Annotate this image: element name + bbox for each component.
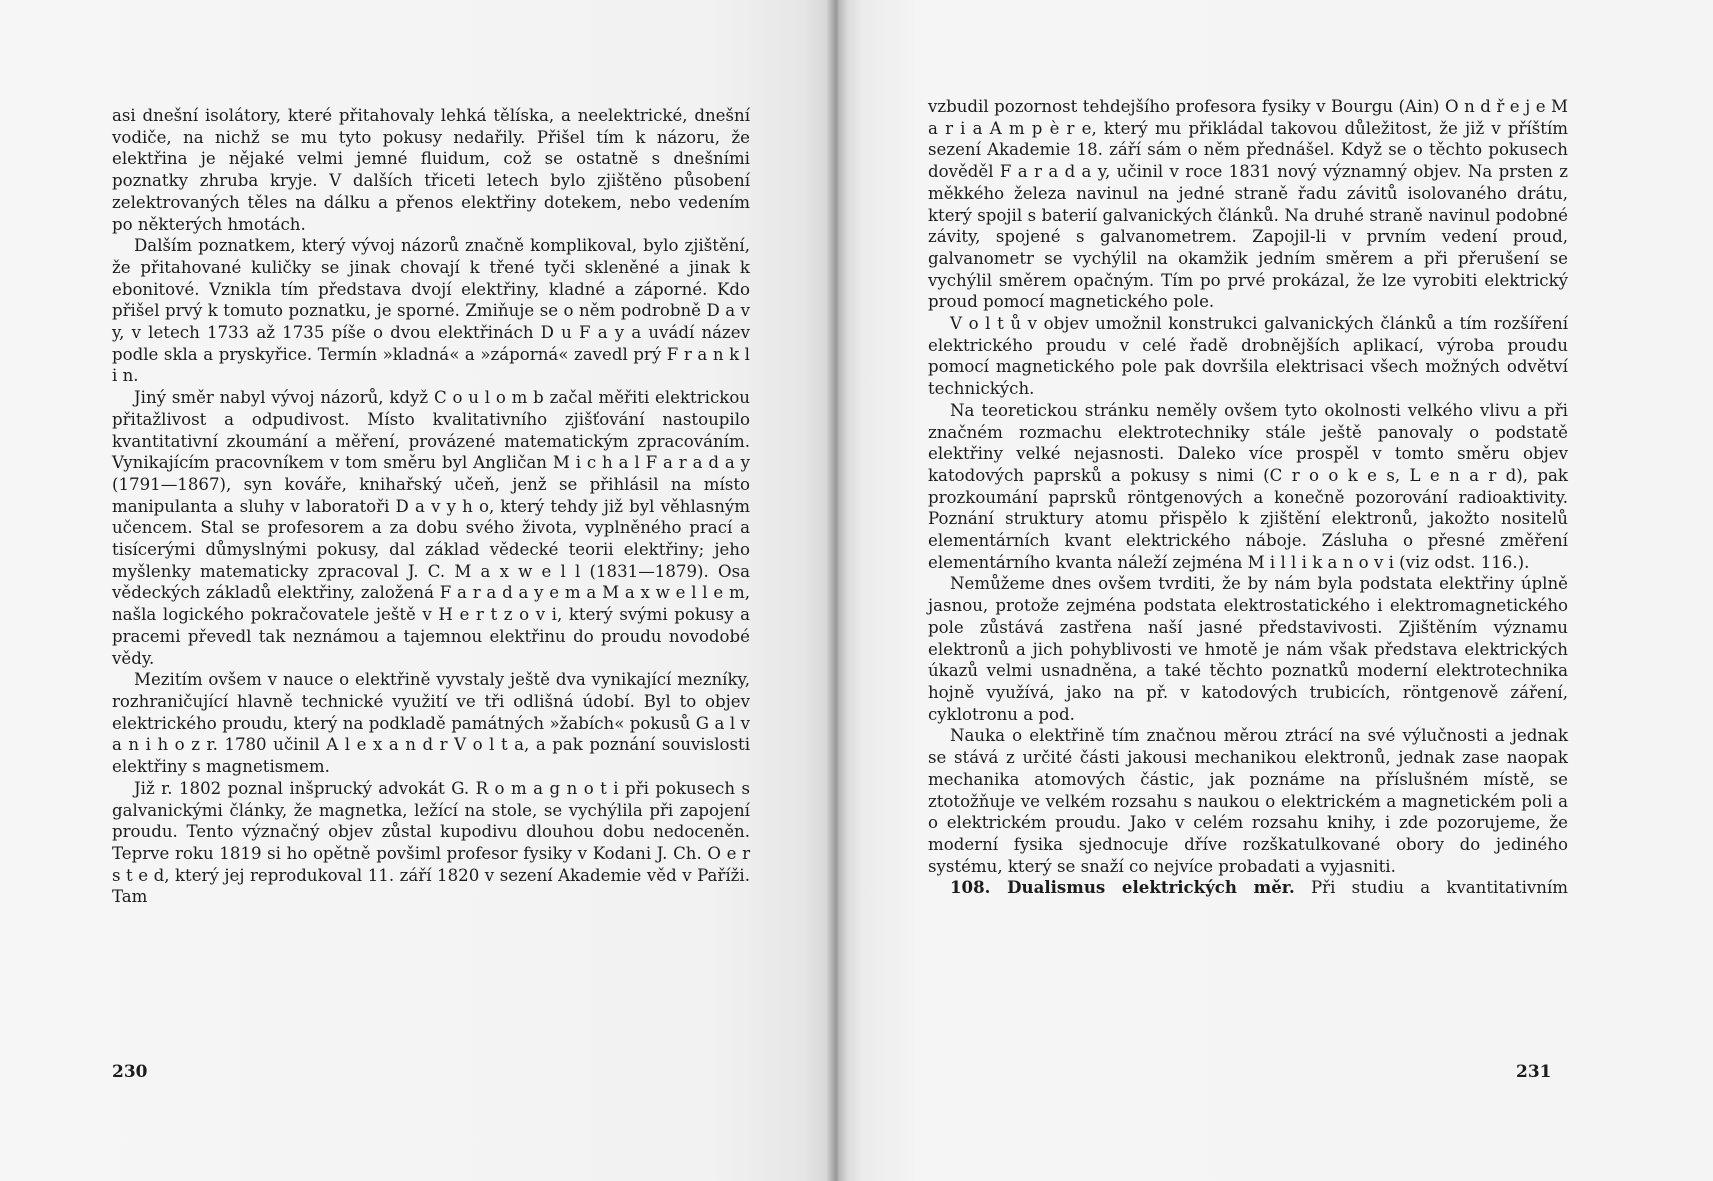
paragraph: asi dnešní isolátory, které přitahovaly lehká tělíska, a neelektrické, dnešní vodiče, na nichž se mu tyto pokusy nedařily. Přišel tím k názoru, že elektřina je nějaké velmi jemné fluidum, což se ostatně s dnešními poznatky zhruba kryje. V dalších třiceti letech bylo zjištěno působení zelektrovaných těles na dálku a přenos elektřiny dotekem, nebo vedením po některých hmotách. [112, 106, 750, 234]
left-page [0, 0, 836, 1181]
paragraph: Na teoretickou stránku neměly ovšem tyto okolnosti velkého vlivu a při značném rozmachu elektrotechniky stále ještě panovaly o podstatě elektřiny velké nejasnosti. Daleko více prospěl v tomto směru objev katodových paprsků a pokusy s nimi (C r o o k e s, L e n a r d), pak prozkoumání paprsků röntgenových a konečně pozorování radioaktivity. Poznání struktury atomu přispělo k zjištění elektronů, jakožto nositelů elementárních kvant elektrického náboje. Zásluha o přesné změření elementárního kvanta náleží zejména M i l l i k a n o v i (viz odst. 116.). [928, 400, 1568, 572]
paragraph: vzbudil pozornost tehdejšího profesora fysiky v Bourgu (Ain) O n d ř e j e M a r i a A m p è r e, který mu přikládal takovou důležitost, že již v příštím sezení Akademie 18. září sám o něm přednášel. Když se o těchto pokusech dověděl F a r a d a y, učinil v roce 1831 nový významný objev. Na prsten z měkkého železa navinul na jedné straně řadu závitů isolovaného drátu, který spojil s baterií galvanických článků. Na druhé straně navinul podobné závity, spojené s galvanometrem. Zapojil-li v prvním vedení proud, galvanometr se vychýlil na okamžik jedním směrem a při přerušení se vychýlil směrem opačným. Tím po prvé prokázal, že lze vyrobiti elektrický proud pomocí magnetického pole. [928, 97, 1568, 312]
left-page-text [112, 105, 750, 908]
section-heading: 108. Dualismus elektrických měr. [950, 877, 1295, 898]
section-start [928, 877, 1568, 899]
book-gutter [826, 0, 848, 1181]
paragraph: Nemůžeme dnes ovšem tvrditi, že by nám byla podstata elektřiny úplně jasnou, protože zejména podstata elektrostatického i elektromagnetického pole zůstává zastřena naší jasné představivosti. Zjištěním významu elektronů a jich pohyblivosti ve hmotě je nám však představa elektrických úkazů velmi usnadněna, a také těchto poznatků moderní elektrotechnika hojně využívá, jako na př. v katodových trubicích, röntgenově záření, cyklotronu a pod. [928, 574, 1568, 724]
right-page-text [928, 96, 1568, 899]
page-number: 230 [112, 1062, 148, 1082]
page-number: 231 [1516, 1062, 1552, 1082]
paragraph: Nauka o elektřině tím značnou měrou ztrácí na své výlučnosti a jednak se stává z určité části jakousi mechanikou elektronů, jednak zase naopak mechanika atomových částic, jak poznáme na příslušném místě, se ztotožňuje ve velkém rozsahu s naukou o elektrickém a magnetickém poli a o elektrickém proudu. Jako v celém rozsahu knihy, i zde pozorujeme, že moderní fysika sjednocuje dříve rozškatulkované obory do jediného systému, který se snaží co nejvíce probadati a vyjasniti. [928, 726, 1568, 876]
paragraph: V o l t ů v objev umožnil konstrukci galvanických článků a tím rozšíření elektrického proudu v celé řadě drobnějších aplikací, výroba proudu pomocí magnetického pole pak dovršila elektrisaci všech možných odvětví technických. [928, 314, 1568, 399]
paragraph: Dalším poznatkem, který vývoj názorů značně komplikoval, bylo zjištění, že přitahované kuličky se jinak chovají k třené tyči skleněné a jinak k ebonitové. Vznikla tím představa dvojí elektřiny, kladné a záporné. Kdo přišel prvý k tomuto poznatku, je sporné. Zmiňuje se o něm podrobně D a v y, v letech 1733 až 1735 píše o dvou elektřinách D u F a y a uvádí název podle skla a pryskyřice. Termín »kladná« a »záporná« zavedl prý F r a n k l i n. [112, 236, 750, 386]
paragraph: Již r. 1802 poznal inšprucký advokát G. R o m a g n o t i při pokusech s galvanickými články, že magnetka, ležící na stole, se vychýlila při zapojení proudu. Tento význačný objev zůstal kupodivu dlouhou dobu nedoceněn. Teprve roku 1819 si ho opětně povšiml profesor fysiky v Kodani J. Ch. O e r s t e d, který jej reprodukoval 11. září 1820 v sezení Akademie věd v Paříži. Tam [112, 778, 750, 907]
paragraph: Mezitím ovšem v nauce o elektřině vyvstaly ještě dva vynikající mezníky, rozhraničující hlavně technické využití ve tři odlišná údobí. Byl to objev elektrického proudu, který na podkladě památných »žabích« pokusů G a l v a n i h o z r. 1780 učinil A l e x a n d r V o l t a, a pak poznání souvislosti elektřiny s magnetismem. [112, 670, 750, 777]
right-page [836, 0, 1713, 1181]
section-text: Při studiu a kvantitativním [1310, 878, 1568, 898]
paragraph: Jiný směr nabyl vývoj názorů, když C o u l o m b začal měřiti elektrickou přitažlivost a odpudivost. Místo kvalitativního zjišťování nastoupilo kvantitativní zkoumání a měření, provázené matematickým zpracováním. Vynikajícím pracovníkem v tom směru byl Angličan M i c h a l F a r a d a y (1791—1867), syn kováře, knihařský učeň, jenž se přihlásil na místo manipulanta a sluhy v laboratoři D a v y h o, který tehdy již byl věhlasným učencem. Stal se profesorem a za dobu svého života, vyplněného prací a tisícerými důmyslnými pokusy, dal základ vědecké teorii elektřiny; jeho myšlenky matematicky zpracoval J. C. M a x w e l l (1831—1879). Osa vědeckých základů elektřiny, založená F a r a d a y e m a M a x w e l l e m, našla logického pokračovatele ještě v H e r t z o v i, který svými pokusy a pracemi převedl tak neznámou a tajemnou elektřinu do proudu novodobé vědy. [112, 388, 750, 668]
